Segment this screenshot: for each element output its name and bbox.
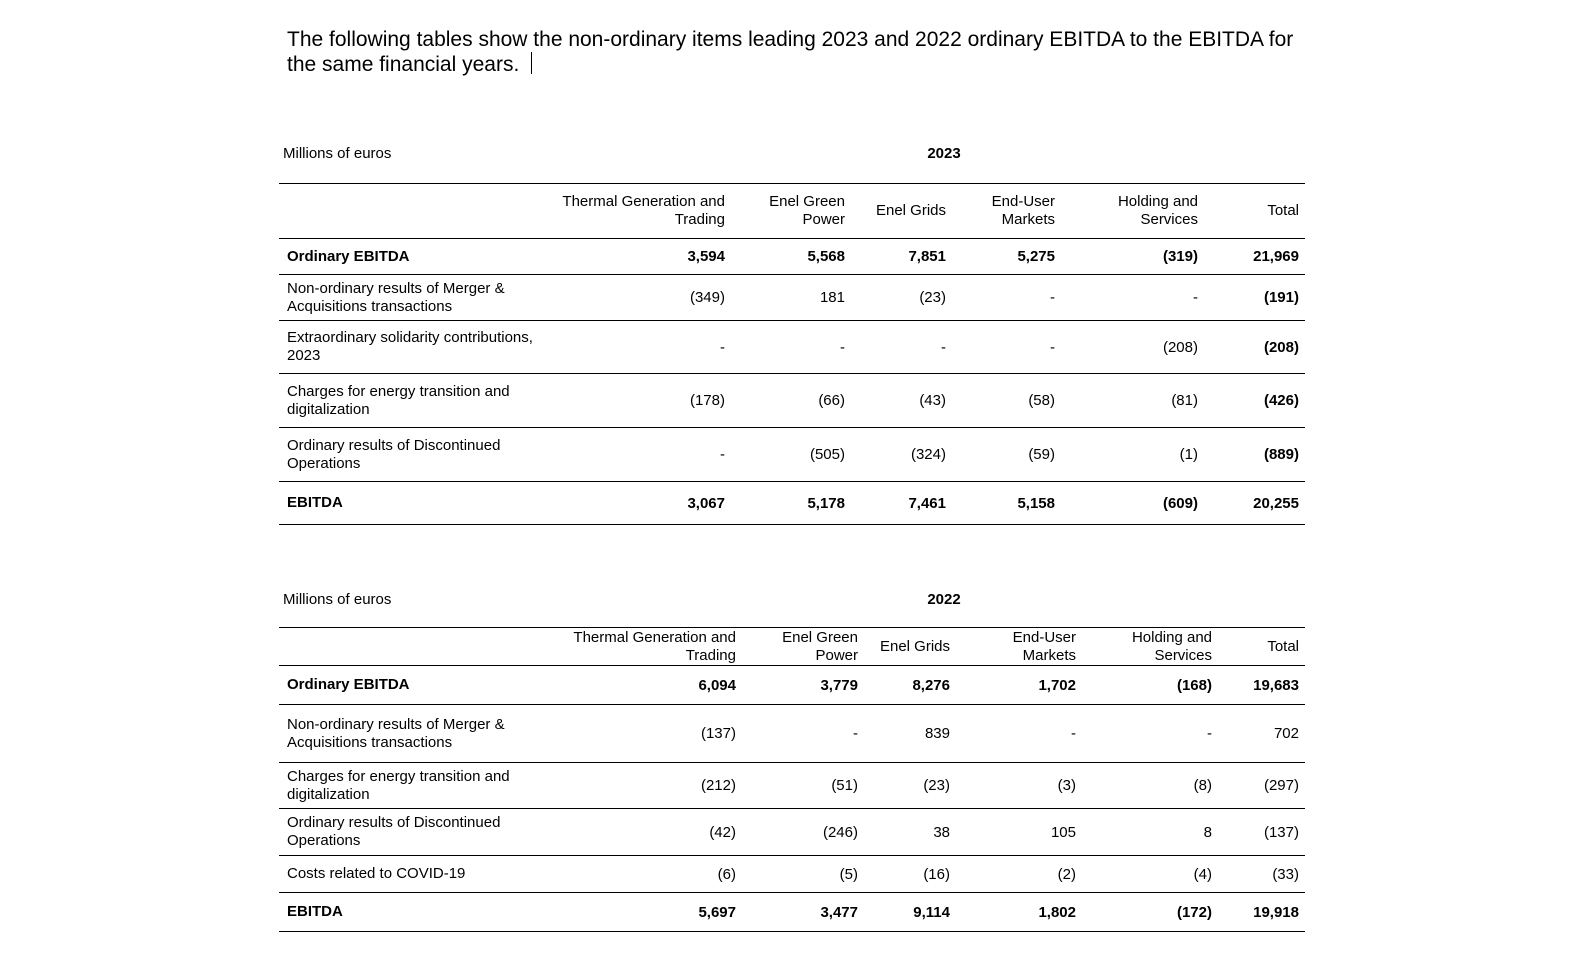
column-header-grids: Enel Grids: [851, 184, 952, 239]
row-label: Non-ordinary results of Merger & Acquisitions transactions: [279, 275, 545, 321]
cell: 5,158: [952, 482, 1061, 525]
cell: (42): [545, 809, 742, 856]
cell: (349): [545, 275, 731, 321]
column-header-grids: Enel Grids: [864, 628, 956, 666]
table-2023-header-row: [279, 184, 1305, 239]
cell: -: [545, 428, 731, 482]
cell: -: [1082, 705, 1218, 763]
cell: 5,568: [731, 239, 851, 275]
row-label: Ordinary results of Discontinued Operations: [279, 809, 545, 856]
cell: (81): [1061, 374, 1204, 428]
table-row: [279, 705, 1305, 763]
cell: 3,779: [742, 666, 864, 705]
table-row: [279, 856, 1305, 893]
table-2022-caption: [283, 591, 1303, 611]
cell: (23): [851, 275, 952, 321]
header-blank: [279, 628, 545, 666]
cell: -: [731, 321, 851, 374]
row-label: EBITDA: [279, 482, 545, 525]
cell: (168): [1082, 666, 1218, 705]
table-row: [279, 239, 1305, 275]
table-row: [279, 374, 1305, 428]
cell: (178): [545, 374, 731, 428]
cell: (3): [956, 763, 1082, 809]
header-blank: [279, 184, 545, 239]
table-row: [279, 666, 1305, 705]
cell: 105: [956, 809, 1082, 856]
cell: (1): [1061, 428, 1204, 482]
table-2022: [279, 627, 1305, 932]
cell: (66): [731, 374, 851, 428]
cell: (172): [1082, 893, 1218, 932]
cell: (33): [1218, 856, 1305, 893]
cell: 3,594: [545, 239, 731, 275]
cell: 839: [864, 705, 956, 763]
cell: (208): [1204, 321, 1305, 374]
cell: 9,114: [864, 893, 956, 932]
table-row: [279, 809, 1305, 856]
row-label: Non-ordinary results of Merger & Acquisitions transactions: [279, 705, 545, 763]
cell: (609): [1061, 482, 1204, 525]
intro-text: The following tables show the non-ordinary items leading 2023 and 2022 ordinary EBITDA to the EBITDA for the same financial years.: [287, 28, 1294, 76]
cell: (8): [1082, 763, 1218, 809]
intro-paragraph: [287, 27, 1317, 77]
table-row: [279, 321, 1305, 374]
table-2022-header-row: [279, 628, 1305, 666]
cell: (426): [1204, 374, 1305, 428]
row-label: EBITDA: [279, 893, 545, 932]
row-label: Costs related to COVID-19: [279, 856, 545, 893]
table-2022-year: 2022: [927, 591, 961, 608]
row-label: Extraordinary solidarity contributions, 2023: [279, 321, 545, 374]
table-2023-year: 2023: [927, 145, 961, 162]
cell: -: [956, 705, 1082, 763]
cell: 702: [1218, 705, 1305, 763]
cell: (297): [1218, 763, 1305, 809]
cell: -: [1061, 275, 1204, 321]
column-header-thermal: Thermal Generation and Trading: [545, 628, 742, 666]
cell: 19,683: [1218, 666, 1305, 705]
table-row: [279, 763, 1305, 809]
column-header-egp: Enel Green Power: [731, 184, 851, 239]
cell: 20,255: [1204, 482, 1305, 525]
cell: -: [952, 275, 1061, 321]
cell: 19,918: [1218, 893, 1305, 932]
cell: 7,851: [851, 239, 952, 275]
row-label: Ordinary EBITDA: [279, 666, 545, 705]
column-header-total: Total: [1218, 628, 1305, 666]
table-row: [279, 275, 1305, 321]
column-header-holding: Holding and Services: [1082, 628, 1218, 666]
cell: (505): [731, 428, 851, 482]
table-2023-unit: Millions of euros: [283, 145, 392, 162]
cell: 181: [731, 275, 851, 321]
row-label: Ordinary results of Discontinued Operations: [279, 428, 545, 482]
cell: (2): [956, 856, 1082, 893]
cell: 7,461: [851, 482, 952, 525]
cell: 5,275: [952, 239, 1061, 275]
cell: 8: [1082, 809, 1218, 856]
table-row: [279, 482, 1305, 525]
cell: -: [742, 705, 864, 763]
table-2022-unit: Millions of euros: [283, 591, 392, 608]
cell: (208): [1061, 321, 1204, 374]
cell: (51): [742, 763, 864, 809]
cell: 5,178: [731, 482, 851, 525]
column-header-end-user: End-User Markets: [956, 628, 1082, 666]
cell: (23): [864, 763, 956, 809]
cell: (58): [952, 374, 1061, 428]
cell: 5,697: [545, 893, 742, 932]
column-header-egp: Enel Green Power: [742, 628, 864, 666]
cell: (5): [742, 856, 864, 893]
cell: (137): [545, 705, 742, 763]
cell: 38: [864, 809, 956, 856]
cell: (246): [742, 809, 864, 856]
cell: 1,802: [956, 893, 1082, 932]
cell: (16): [864, 856, 956, 893]
cell: (191): [1204, 275, 1305, 321]
cell: 3,067: [545, 482, 731, 525]
cell: -: [545, 321, 731, 374]
cell: (324): [851, 428, 952, 482]
row-label: Charges for energy transition and digitalization: [279, 763, 545, 809]
cell: (319): [1061, 239, 1204, 275]
cell: (889): [1204, 428, 1305, 482]
cell: (43): [851, 374, 952, 428]
cell: 3,477: [742, 893, 864, 932]
column-header-holding: Holding and Services: [1061, 184, 1204, 239]
column-header-thermal: Thermal Generation and Trading: [545, 184, 731, 239]
table-2023-caption: [283, 145, 1303, 165]
cell: (6): [545, 856, 742, 893]
cell: (4): [1082, 856, 1218, 893]
cell: (212): [545, 763, 742, 809]
cell: 8,276: [864, 666, 956, 705]
row-label: Ordinary EBITDA: [279, 239, 545, 275]
table-row: [279, 428, 1305, 482]
cell: (137): [1218, 809, 1305, 856]
cell: 1,702: [956, 666, 1082, 705]
cell: 6,094: [545, 666, 742, 705]
cell: (59): [952, 428, 1061, 482]
cell: -: [851, 321, 952, 374]
text-cursor: [531, 52, 532, 74]
cell: -: [952, 321, 1061, 374]
table-2023: [279, 183, 1305, 525]
table-row: [279, 893, 1305, 932]
cell: 21,969: [1204, 239, 1305, 275]
column-header-total: Total: [1204, 184, 1305, 239]
column-header-end-user: End-User Markets: [952, 184, 1061, 239]
row-label: Charges for energy transition and digitalization: [279, 374, 545, 428]
